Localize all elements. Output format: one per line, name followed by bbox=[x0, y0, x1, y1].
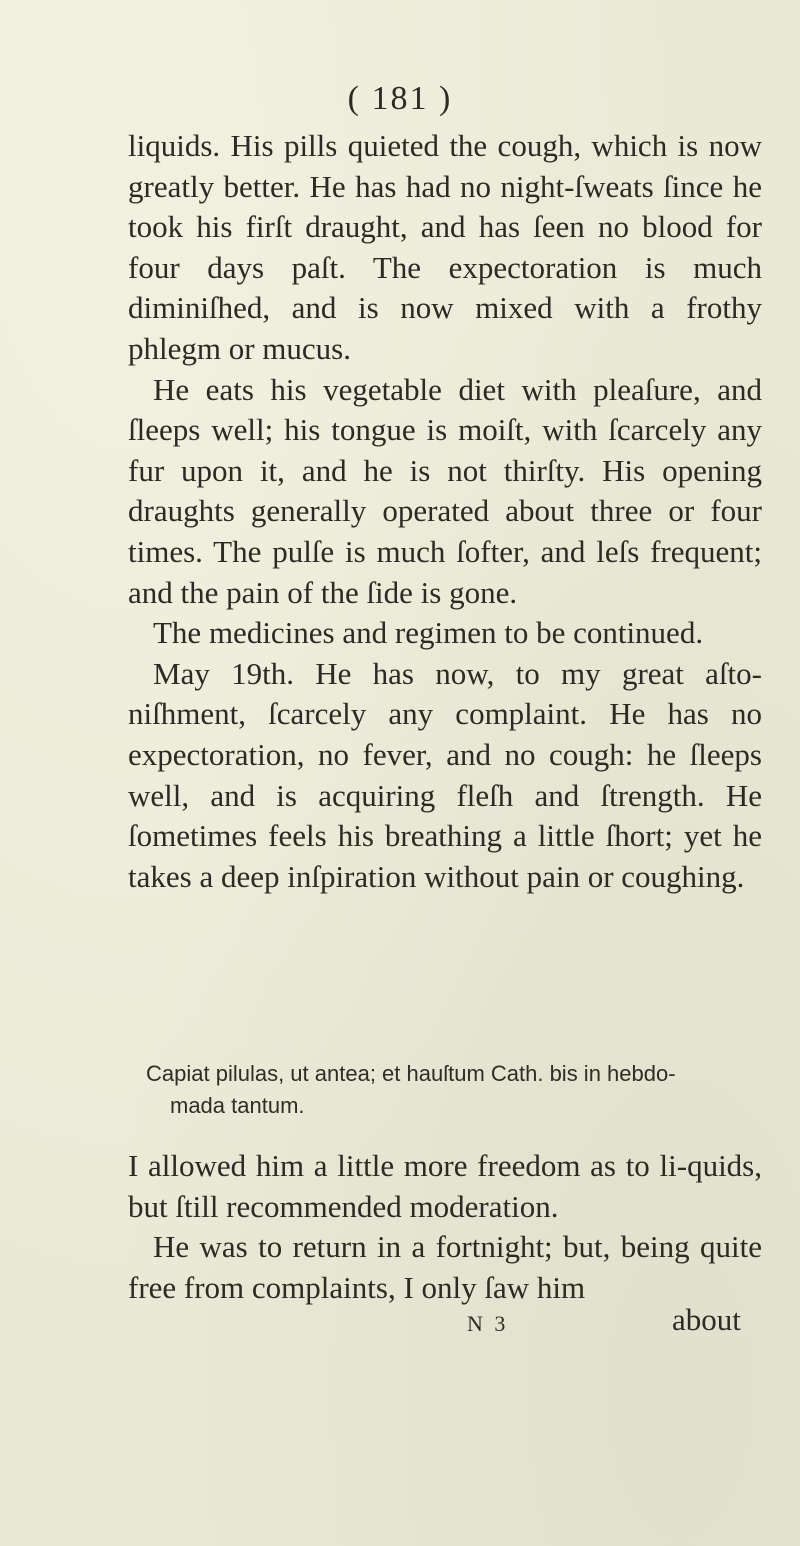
paragraph-medicines: The medicines and regimen to be continued. bbox=[153, 615, 704, 651]
page-number-header: ( 181 ) bbox=[347, 80, 453, 117]
paragraph-liquids: liquids. His pills quieted the cough, which is now greatly better. He has had no night-ſweats ſince he took his firſt draught, and has ſeen no blood for four days paſt. The expectoration is much diminiſhed, and is now mixed with a frothy phlegm or mucus. bbox=[128, 128, 762, 366]
main-text bbox=[128, 126, 762, 897]
paragraph-may-19th: May 19th. He has now, to my great aſto-niſhment, ſcarcely any complaint. He has no expectoration, no fever, and no cough: he ſleeps well, and is acquiring fleſh and ſtrength. He ſometimes feels his breathing a little ſhort; yet he takes a deep inſpiration without pain or coughing. bbox=[128, 655, 762, 894]
prescription-line-1: Capiat pilulas, ut antea; et hauſtum Cath. bis in hebdo- bbox=[146, 1061, 676, 1086]
prescription-block bbox=[146, 1058, 758, 1122]
paragraph-freedom: I allowed him a little more freedom as to li-quids, but ſtill recommended moderation. bbox=[128, 1148, 762, 1224]
paragraph-diet: He eats his vegetable diet with pleaſure, and ſleeps well; his tongue is moiſt, with ſcarcely any fur upon it, and he is not thirſty. His opening draughts generally operated about three or four times. The pulſe is much ſofter, and leſs frequent; and the pain of the ſide is gone. bbox=[128, 371, 762, 610]
closing-text bbox=[128, 1146, 762, 1308]
signature-mark: N 3 bbox=[467, 1311, 509, 1336]
paragraph-fortnight: He was to return in a fortnight; but, being quite free from complaints, I only ſaw him bbox=[128, 1229, 762, 1305]
catchword: about bbox=[672, 1302, 741, 1337]
prescription-line-2: mada tantum. bbox=[170, 1093, 305, 1118]
